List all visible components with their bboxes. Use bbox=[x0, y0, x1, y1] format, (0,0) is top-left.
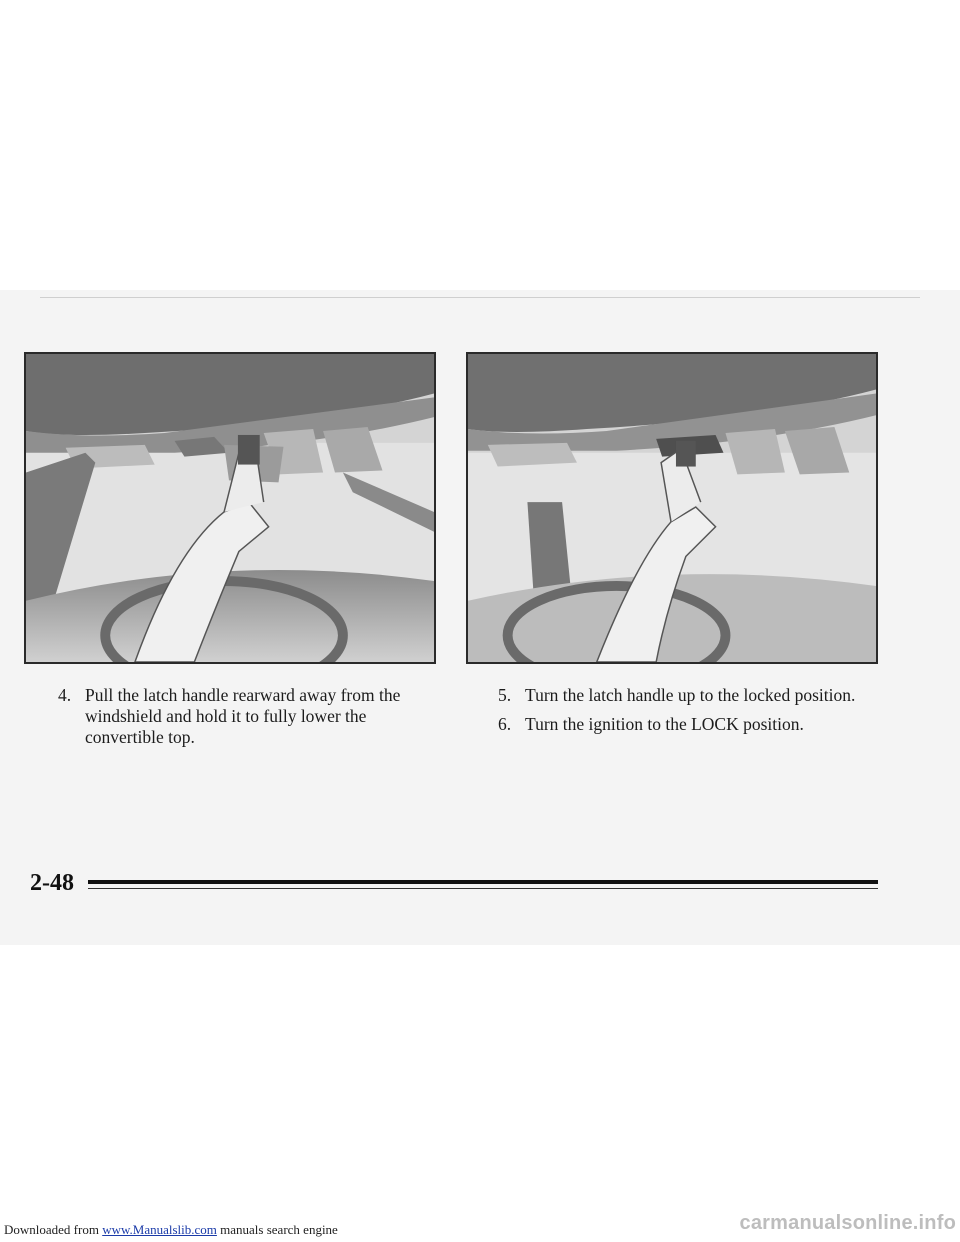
page-top-rule bbox=[40, 297, 920, 298]
illustration-turn-latch-handle bbox=[466, 352, 878, 664]
step-4-text: Pull the latch handle rearward away from the windshield and hold it to fully lower the convertible top. bbox=[85, 685, 401, 747]
step-6-text: Turn the ignition to the LOCK position. bbox=[525, 714, 804, 734]
steps-left-column bbox=[58, 685, 438, 756]
download-suffix: manuals search engine bbox=[216, 1222, 338, 1237]
page-number: 2-48 bbox=[30, 870, 74, 896]
site-watermark: carmanualsonline.info bbox=[739, 1212, 956, 1234]
illustration-pull-latch-handle-drawing bbox=[26, 354, 434, 662]
footer-rule bbox=[88, 880, 878, 884]
step-5-text: Turn the latch handle up to the locked position. bbox=[525, 685, 856, 705]
step-4 bbox=[58, 685, 438, 748]
download-prefix: Downloaded from bbox=[4, 1222, 103, 1237]
manualslib-link[interactable]: www.Manualslib.com bbox=[102, 1222, 217, 1237]
steps-right-column bbox=[498, 685, 918, 743]
step-6 bbox=[498, 714, 918, 735]
footer-rule-thin bbox=[88, 888, 878, 889]
step-6-number: 6. bbox=[498, 714, 512, 734]
step-5 bbox=[498, 685, 918, 706]
step-4-number: 4. bbox=[58, 685, 72, 705]
illustration-turn-latch-handle-drawing bbox=[468, 354, 876, 662]
step-5-number: 5. bbox=[498, 685, 512, 705]
illustration-pull-latch-handle bbox=[24, 352, 436, 664]
download-banner bbox=[4, 1222, 338, 1238]
